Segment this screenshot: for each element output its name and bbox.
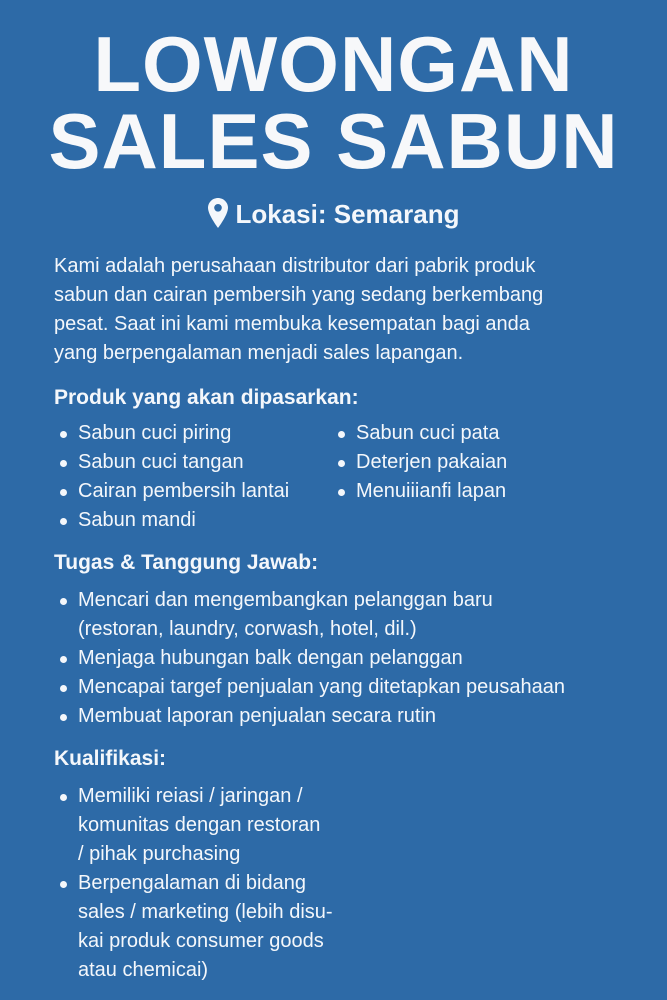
intro-line: sabun dan cairan pembersih yang sedang berkembang xyxy=(54,284,544,306)
qualifications-heading: Kualifikasi: xyxy=(54,747,167,770)
list-item: Memiliki reiasi / jaringan / komunitas dengan restoran / pihak purchasing xyxy=(54,782,374,869)
list-item: Mencapai targef penjualan yang ditetapkan peusahaan xyxy=(54,673,654,702)
bullet-icon xyxy=(338,460,345,467)
products-heading: Produk yang akan dipasarkan: xyxy=(54,386,359,409)
duties-heading: Tugas & Tanggung Jawab: xyxy=(54,551,319,574)
bullet-icon xyxy=(60,714,67,721)
bullet-icon xyxy=(60,460,67,467)
bullet-icon xyxy=(60,794,67,801)
list-item: Sabun cuci piring xyxy=(54,419,334,448)
intro-line: Kami adalah perusahaan distributor dari pabrik produk xyxy=(54,255,536,277)
page-title-line-1: LOWONGAN xyxy=(93,20,574,108)
location-line xyxy=(0,196,667,232)
bullet-icon xyxy=(338,489,345,496)
list-item: Mencari dan mengembangkan pelanggan baru (restoran, laundry, corwash, hotel, dil.) xyxy=(54,586,654,644)
list-item: Cairan pembersih lantai xyxy=(54,477,334,506)
bullet-icon xyxy=(60,518,67,525)
bullet-icon xyxy=(60,685,67,692)
bullet-icon xyxy=(60,881,67,888)
products-list-column-1 xyxy=(54,419,334,535)
bullet-icon xyxy=(338,431,345,438)
bullet-icon xyxy=(60,656,67,663)
products-list-column-2 xyxy=(332,419,622,506)
list-item: Membuat laporan penjualan secara rutin xyxy=(54,702,654,731)
list-item: Sabun cuci pata xyxy=(332,419,622,448)
list-item: Sabun mandi xyxy=(54,506,334,535)
page-title-line-2: SALES SABUN xyxy=(48,97,619,185)
list-item: Sabun cuci tangan xyxy=(54,448,334,477)
duties-list xyxy=(54,586,654,731)
list-item: Berpengalaman di bidang sales / marketing (lebih disu- kai produk consumer goods atau chemicai) xyxy=(54,869,374,985)
intro-paragraph xyxy=(54,252,624,368)
list-item: Menuiiianfi lapan xyxy=(332,477,622,506)
qualifications-list xyxy=(54,782,374,985)
location-text: Lokasi: Semarang xyxy=(235,199,460,229)
list-item: Deterjen pakaian xyxy=(332,448,622,477)
list-item: Menjaga hubungan balk dengan pelanggan xyxy=(54,644,654,673)
intro-line: yang berpengalaman menjadi sales lapangan. xyxy=(54,342,464,364)
bullet-icon xyxy=(60,598,67,605)
bullet-icon xyxy=(60,489,67,496)
bullet-icon xyxy=(60,431,67,438)
map-pin-icon xyxy=(208,198,228,228)
intro-line: pesat. Saat ini kami membuka kesempatan bagi anda xyxy=(54,313,530,335)
